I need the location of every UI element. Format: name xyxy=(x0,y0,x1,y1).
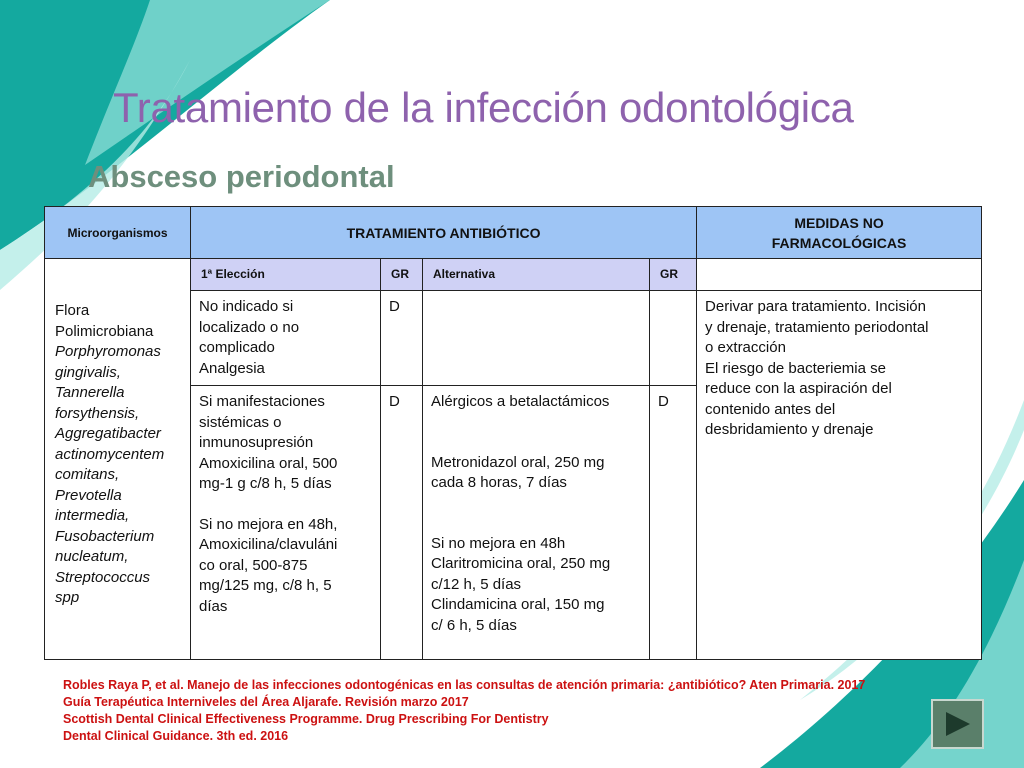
subheader-alternativa: Alternativa xyxy=(423,259,650,291)
spacer xyxy=(431,494,641,514)
medidas-line: desbridamiento y drenaje xyxy=(705,421,874,438)
row1-primera xyxy=(191,291,381,386)
row2-alt-line: c/12 h, 5 días xyxy=(431,575,522,593)
reference-line: Guía Terapéutica Interniveles del Área Aljarafe. Revisión marzo 2017 xyxy=(63,695,469,709)
medidas-line: y drenaje, tratamiento periodontal xyxy=(705,318,929,336)
row1-primera-line: Analgesia xyxy=(199,359,265,377)
header-medidas xyxy=(697,207,982,259)
micro-line: nucleatum, xyxy=(55,548,129,565)
micro-line: Prevotella xyxy=(55,486,122,504)
row2-alt-line: Metronidazol oral, 250 mg xyxy=(431,453,605,471)
header-tratamiento: TRATAMIENTO ANTIBIÓTICO xyxy=(191,207,697,259)
row2-alt-line: Si no mejora en 48h xyxy=(431,534,566,552)
row2-primera-line: inmunosupresión xyxy=(199,434,314,451)
medidas-cell xyxy=(697,291,982,660)
row2-primera-line: sistémicas o xyxy=(199,413,282,431)
row2-alternativa xyxy=(423,386,650,660)
micro-line: Flora xyxy=(55,302,90,319)
medidas-line: Derivar para tratamiento. Incisión xyxy=(705,298,926,315)
table-subheader-row xyxy=(45,259,982,291)
microorganismos-cell xyxy=(45,259,191,660)
row2-primera-line: Amoxicilina oral, 500 xyxy=(199,454,338,472)
micro-line: intermedia, xyxy=(55,507,130,524)
medidas-line: contenido antes del xyxy=(705,400,836,418)
micro-line: Porphyromonas xyxy=(55,343,161,360)
micro-line: actinomycentem xyxy=(55,445,165,463)
references xyxy=(63,677,865,745)
row1-alternativa xyxy=(423,291,650,386)
spacer xyxy=(199,495,372,515)
row2-primera-line: mg/125 mg, c/8 h, 5 xyxy=(199,577,332,594)
medidas-line: El riesgo de bacteriemia se xyxy=(705,359,886,377)
row2-alt-line: Alérgicos a betalactámicos xyxy=(431,393,610,410)
row2-primera-line: Amoxicilina/clavuláni xyxy=(199,536,338,553)
row2-alt-line: Clindamicina oral, 150 mg xyxy=(431,596,605,613)
row1-gr1: D xyxy=(381,291,423,386)
row1-primera-line: localizado o no xyxy=(199,318,300,336)
row2-primera-line: Si no mejora en 48h, xyxy=(199,515,338,533)
table-header-row xyxy=(45,207,982,259)
micro-line: Tannerella xyxy=(55,384,125,401)
spacer xyxy=(431,413,641,433)
row2-primera-line: mg-1 g c/8 h, 5 días xyxy=(199,475,332,492)
row2-primera xyxy=(191,386,381,660)
header-microorganismos: Microorganismos xyxy=(45,207,191,259)
micro-line: Streptococcus xyxy=(55,568,151,586)
reference-line: Scottish Dental Clinical Effectiveness Programme. Drug Prescribing For Dentistry xyxy=(63,712,549,726)
medidas-line: reduce con la aspiración del xyxy=(705,380,892,397)
slide-title: Tratamiento de la infección odontológica xyxy=(113,84,854,131)
row2-alt-line: Claritromicina oral, 250 mg xyxy=(431,555,611,572)
reference-line: Robles Raya P, et al. Manejo de las infecciones odontogénicas en las consultas de atención primaria: ¿antibiótico? Aten Primaria. 2017 xyxy=(63,678,866,692)
spacer xyxy=(431,433,641,453)
row2-alt-line: cada 8 horas, 7 días xyxy=(431,474,567,491)
row1-primera-line: No indicado si xyxy=(199,298,294,315)
play-triangle-icon xyxy=(943,710,973,738)
row2-primera-line: días xyxy=(199,597,228,615)
row2-gr2: D xyxy=(650,386,697,660)
micro-line: Polimicrobiana xyxy=(55,322,154,340)
row2-alt-line: c/ 6 h, 5 días xyxy=(431,616,517,634)
micro-line: gingivalis, xyxy=(55,363,121,381)
micro-line: forsythensis, xyxy=(55,404,140,422)
medidas-line: o extracción xyxy=(705,339,786,356)
micro-line: comitans, xyxy=(55,466,120,483)
subheader-primera: 1ª Elección xyxy=(191,259,381,291)
micro-line: Fusobacterium xyxy=(55,527,155,545)
row2-gr1: D xyxy=(381,386,423,660)
micro-line: spp xyxy=(55,589,80,606)
slide-subtitle: Absceso periodontal xyxy=(88,159,395,194)
header-medidas-line2: FARMACOLÓGICAS xyxy=(771,234,907,251)
row2-primera-line: Si manifestaciones xyxy=(199,393,325,410)
subheader-gr1: GR xyxy=(381,259,423,291)
row1-gr2 xyxy=(650,291,697,386)
treatment-table xyxy=(44,206,982,660)
row2-primera-line: co oral, 500-875 xyxy=(199,556,308,574)
spacer xyxy=(431,514,641,534)
subheader-empty xyxy=(697,259,982,291)
row1-primera-line: complicado xyxy=(199,339,275,356)
next-slide-button[interactable] xyxy=(931,699,984,749)
micro-line: Aggregatibacter xyxy=(55,425,161,442)
reference-line: Dental Clinical Guidance. 3th ed. 2016 xyxy=(63,729,289,743)
header-medidas-line1: MEDIDAS NO xyxy=(794,214,884,231)
subheader-gr2: GR xyxy=(650,259,697,291)
